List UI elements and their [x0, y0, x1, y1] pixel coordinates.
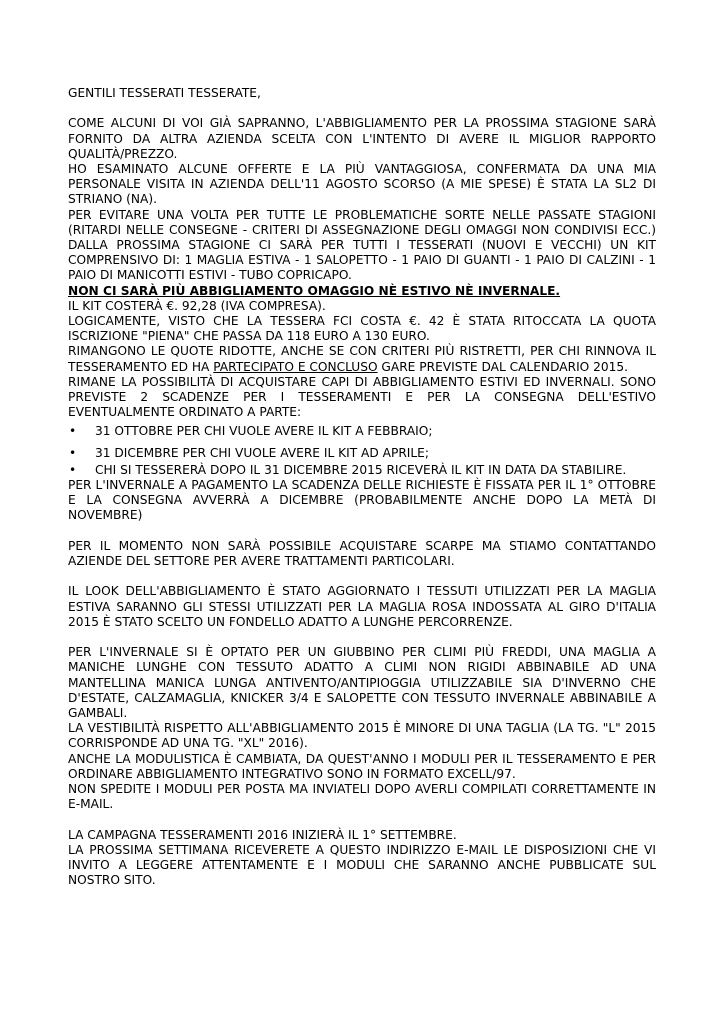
- bullet-icon: •: [69, 445, 77, 460]
- list-item: [68, 463, 656, 478]
- paragraph-gap: [68, 569, 656, 584]
- list-item: [68, 424, 656, 439]
- paragraph-winter-deadline: PER L'INVERNALE A PAGAMENTO LA SCADENZA DELLE RICHIESTE È FISSATA PER IL 1° OTTOBRE E LA CONSEGNA AVVERRÀ A DICEMBRE (PROBABILMENTE ANCHE DOPO LA METÀ DI NOVEMBRE): [68, 478, 656, 523]
- reduced-text-end: GARE PREVISTE DAL CALENDARIO 2015.: [377, 359, 629, 374]
- letter-page: [68, 86, 656, 888]
- list-item-text: CHI SI TESSERERÀ DOPO IL 31 DICEMBRE 2015 RICEVERÀ IL KIT IN DATA DA STABILIRE.: [95, 462, 627, 477]
- paragraph-offers: HO ESAMINATO ALCUNE OFFERTE E LA PIÙ VANTAGGIOSA, CONFERMATA DA UNA MIA PERSONALE VISITA IN AZIENDA DELL'11 AGOSTO SCORSO (A MIE SPESE) È STATA LA SL2 DI STRIANO (NA).: [68, 162, 656, 207]
- list-item: [68, 446, 656, 461]
- notice-bold-text: NON CI SARÀ PIÙ ABBIGLIAMENTO OMAGGIO NÈ ESTIVO NÈ INVERNALE.: [68, 283, 561, 298]
- list-item-text: 31 OTTOBRE PER CHI VUOLE AVERE IL KIT A FEBBRAIO;: [95, 424, 433, 439]
- deadline-list: [68, 424, 656, 478]
- list-item-text: 31 DICEMBRE PER CHI VUOLE AVERE IL KIT AD APRILE;: [95, 445, 429, 460]
- paragraph-fee: LOGICAMENTE, VISTO CHE LA TESSERA FCI COSTA €. 42 È STATA RITOCCATA LA QUOTA ISCRIZIONE "PIENA" CHE PASSA DA 118 EURO A 130 EURO.: [68, 314, 656, 344]
- kit-price: IL KIT COSTERÀ €. 92,28 (IVA COMPRESA).: [68, 298, 326, 313]
- paragraph-campaign: LA CAMPAGNA TESSERAMENTI 2016 INIZIERÀ IL 1° SETTEMBRE.: [68, 827, 457, 842]
- bullet-icon: •: [69, 462, 77, 477]
- paragraph-intro: COME ALCUNI DI VOI GIÀ SAPRANNO, L'ABBIGLIAMENTO PER LA PROSSIMA STAGIONE SARÀ FORNITO DA ALTRA AZIENDA SCELTA CON L'INTENTO DI AVERE IL MIGLIOR RAPPORTO QUALITÀ/PREZZO.: [68, 116, 656, 161]
- bullet-icon: •: [69, 424, 77, 439]
- greeting: GENTILI TESSERATI TESSERATE,: [68, 86, 261, 100]
- paragraph-kit: PER EVITARE UNA VOLTA PER TUTTE LE PROBLEMATICHE SORTE NELLE PASSATE STAGIONI (RITARDI NELLE CONSEGNE - CRITERI DI ASSEGNAZIONE DEGLI OMAGGI NON CONDIVISI ECC.) DALLA PROSSIMA STAGIONE CI SARÀ PER TUTTI I TESSERATI (NUOVI E VECCHI) UN KIT COMPRENSIVO DI: 1 MAGLIA ESTIVA - 1 SALOPETTO - 1 PAIO DI GUANTI - 1 PAIO DI CALZINI - 1 PAIO DI MANICOTTI ESTIVI - TUBO COPRICAPO.: [68, 207, 656, 283]
- notice-no-free-clothing: [68, 284, 656, 299]
- paragraph-gap: [68, 101, 656, 116]
- paragraph-fit: LA VESTIBILITÀ RISPETTO ALL'ABBIGLIAMENTO 2015 È MINORE DI UNA TAGLIA (LA TG. "L" 2015 CORRISPONDE AD UNA TG. "XL" 2016).: [68, 721, 656, 751]
- paragraph-gap: [68, 630, 656, 645]
- paragraph-look: IL LOOK DELL'ABBIGLIAMENTO È STATO AGGIORNATO I TESSUTI UTILIZZATI PER LA MAGLIA ESTIVA SARANNO GLI STESSI UTILIZZATI PER LA MAGLIA ROSA INDOSSATA AL GIRO D'ITALIA 2015 È STATO SCELTO UN FONDELLO ADATTO A LUNGHE PERCORRENZE.: [68, 584, 656, 629]
- paragraph-shoes: PER IL MOMENTO NON SARÀ POSSIBILE ACQUISTARE SCARPE MA STIAMO CONTATTANDO AZIENDE DEL SETTORE PER AVERE TRATTAMENTI PARTICOLARI.: [68, 538, 656, 569]
- paragraph-next-week: LA PROSSIMA SETTIMANA RICEVERETE A QUESTO INDIRIZZO E-MAIL LE DISPOSIZIONI CHE VI INVITO A LEGGERE ATTENTAMENTE E I MODULI CHE SARANNO ANCHE PUBBLICATE SUL NOSTRO SITO.: [68, 842, 656, 888]
- paragraph-forms: ANCHE LA MODULISTICA È CAMBIATA, DA QUEST'ANNO I MODULI PER IL TESSERAMENTO E PER ORDINARE ABBIGLIAMENTO INTEGRATIVO SONO IN FORMATO EXCELL/97.: [68, 751, 656, 781]
- paragraph-reduced-fees: [68, 344, 656, 374]
- reduced-text-start: RIMANGONO LE QUOTE RIDOTTE, ANCHE SE CON CRITERI PIÙ RISTRETTI, PER CHI RINNOVA IL TESSERAMENTO ED HA: [68, 344, 656, 374]
- paragraph-gap: [68, 524, 656, 539]
- paragraph-gap: [68, 812, 656, 827]
- paragraph-email: NON SPEDITE I MODULI PER POSTA MA INVIATELI DOPO AVERLI COMPILATI CORRETTAMENTE IN E-MAIL.: [68, 782, 656, 812]
- paragraph-purchase: RIMANE LA POSSIBILITÀ DI ACQUISTARE CAPI DI ABBIGLIAMENTO ESTIVI ED INVERNALI. SONO PREVISTE 2 SCADENZE PER I TESSERAMENTI E PER LA CONSEGNA DELL'ESTIVO EVENTUALMENTE ORDINATO A PARTE:: [68, 374, 656, 420]
- paragraph-winter-gear: PER L'INVERNALE SI È OPTATO PER UN GIUBBINO PER CLIMI PIÙ FREDDI, UNA MAGLIA A MANICHE LUNGHE CON TESSUTO ADATTO A CLIMI NON RIGIDI ABBINABILE AD UNA MANTELLINA MANICA LUNGA ANTIVENTO/ANTIPIOGGIA UTILIZZABILE SIA D'INVERNO CHE D'ESTATE, CALZAMAGLIA, KNICKER 3/4 E SALOPETTE CON TESSUTO INVERNALE ABBINABILE A GAMBALI.: [68, 645, 656, 721]
- reduced-underlined-text: PARTECIPATO E CONCLUSO: [213, 359, 378, 374]
